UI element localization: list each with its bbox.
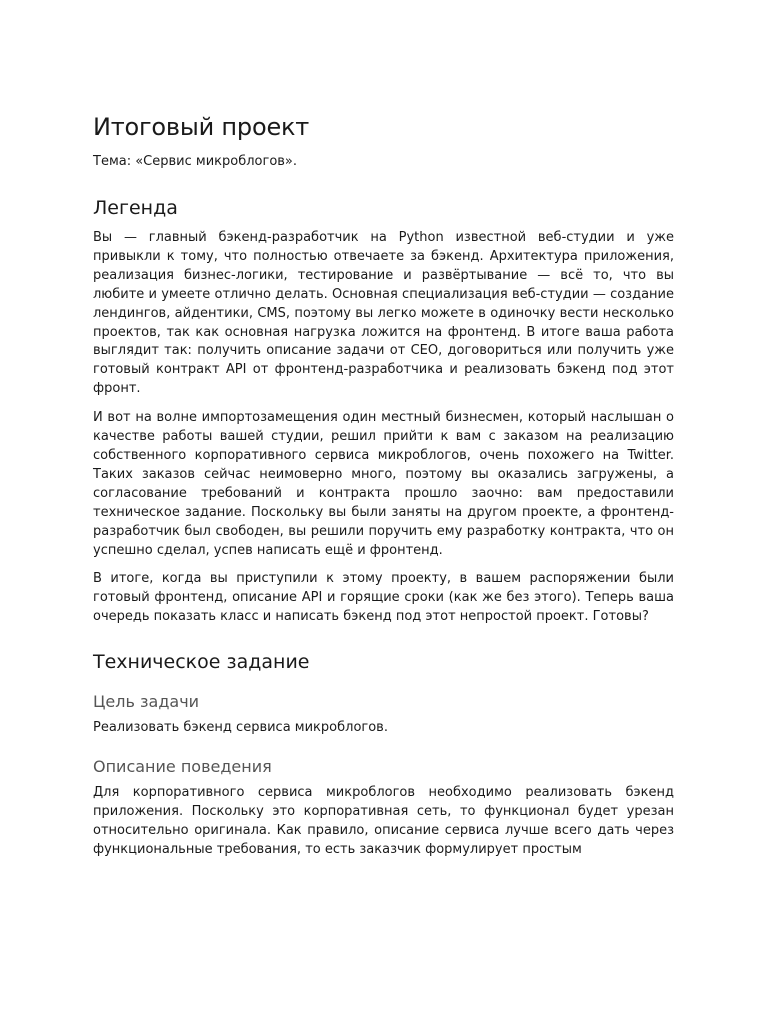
goal-heading: Цель задачи <box>93 692 200 712</box>
document-title: Итоговый проект <box>93 113 310 141</box>
document-content <box>93 110 674 860</box>
behavior-heading: Описание поведения <box>93 757 272 777</box>
legend-paragraph-3: В итоге, когда вы приступили к этому проекту, в вашем распоряжении были готовый фронтенд, описание API и горящие сроки (как же без этого). Теперь ваша очередь показать класс и написать бэкенд под этот непростой проект. Готовы? <box>93 571 674 625</box>
legend-paragraph-1: Вы — главный бэкенд-разработчик на Python известной веб-студии и уже привыкли к тому, что полностью отвечаете за бэкенд. Архитектура приложения, реализация бизнес-логики, тестирование и развёртывание — всё то, что вы любите и умеете отлично делать. Основная специализация веб-студии — создание лендингов, айдентики, CMS, поэтому вы легко можете в одиночку вести несколько проектов, так как основная нагрузка ложится на фронтенд. В итоге ваша работа выглядит так: получить описание задачи от CEO, договориться или получить уже готовый контракт API от фронтенд-разработчика и реализовать бэкенд под этот фронт. <box>93 230 674 397</box>
behavior-text: Для корпоративного сервиса микроблогов необходимо реализовать бэкенд приложения. Поскольку это корпоративная сеть, то функционал будет урезан относительно оригинала. Как правило, описание сервиса лучше всего дать через функциональные требования, то есть заказчик формулирует простым <box>93 785 674 857</box>
goal-text: Реализовать бэкенд сервиса микроблогов. <box>93 720 388 736</box>
legend-paragraph-2: И вот на волне импортозамещения один местный бизнесмен, который наслышан о качестве работы вашей студии, решил прийти к вам с заказом на реализацию собственного корпоративного сервиса микроблогов, очень похожего на Twitter. Таких заказов сейчас неимоверно много, поэтому вы оказались загружены, а согласование требований и контракта прошло заочно: вам предоставили техническое задание. Поскольку вы были заняты на другом проекте, а фронтенд-разработчик был свободен, вы решили поручить ему разработку контракта, что он успешно сделал, успев написать ещё и фронтенд. <box>93 410 674 558</box>
spec-heading: Техническое задание <box>93 651 310 674</box>
legend-heading: Легенда <box>93 197 178 219</box>
document-subtitle: Тема: «Сервис микроблогов». <box>93 154 298 169</box>
